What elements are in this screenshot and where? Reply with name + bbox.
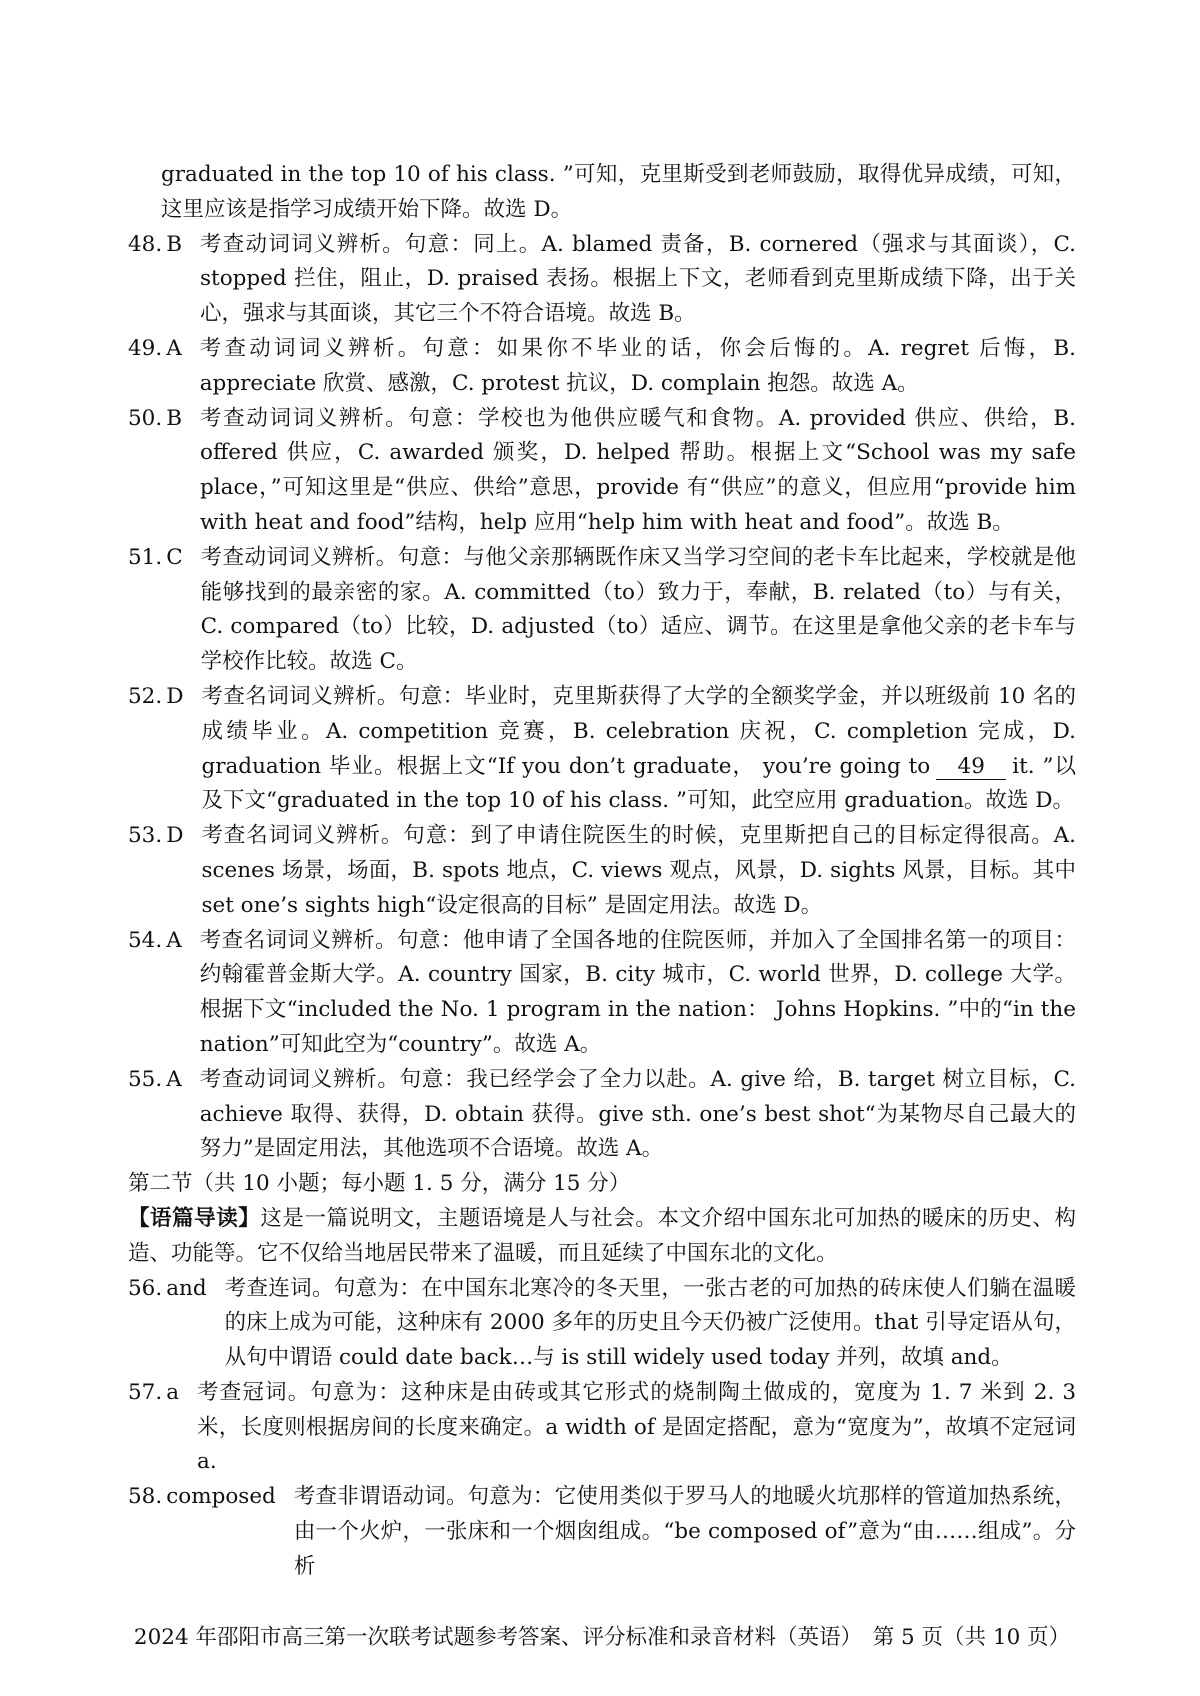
section-header: 第二节（共 10 小题；每小题 1. 5 分，满分 15 分） bbox=[128, 1171, 631, 1197]
item-explanation: 考查连词。句意为：在中国东北寒冷的冬天里，一张古老的可加热的砖床使人们躺在温暖的床上成为可能，这种床有 2000 多年的历史且今天仍被广泛使用。that 引导定语从句，从句中谓语 could date back…与 is still widely used today 并列，故填 and。 bbox=[224, 1275, 1076, 1371]
guide-text: 这是一篇说明文，主题语境是人与社会。本文介绍中国东北可加热的暖床的历史、构造、功能等。它不仅给当地居民带来了温暖，而且延续了中国东北的文化。 bbox=[128, 1205, 1076, 1266]
item-number: 58. bbox=[128, 1484, 163, 1510]
answer-item-53 bbox=[128, 819, 1076, 923]
item-explanation bbox=[201, 680, 1076, 819]
item-explanation: 考查动词词义辨析。句意：学校也为他供应暖气和食物。A. provided 供应、供给，B. offered 供应，C. awarded 颁奖，D. helped 帮助。根据上文“School was my safe place，”可知这里是“供应、供给”意思，provide 有“供应”的意义，但应用“provide him with heat and food”结构，help 应用“help him with heat and food”。故选 B。 bbox=[200, 405, 1076, 535]
explanation-text-before: 考查名词词义辨析。句意：毕业时，克里斯获得了大学的全额奖学金，并以班级前 10 名的成绩毕业。A. competition 竞赛，B. celebration 庆祝，C. completion 完成，D. graduation 毕业。根据上文“If you don’t graduate， you’re going to bbox=[201, 683, 1076, 779]
item-explanation: 考查非谓语动词。句意为：它使用类似于罗马人的地暖火坑那样的管道加热系统，由一个火炉，一张床和一个烟囱组成。“be composed of”意为“由……组成”。分析 bbox=[293, 1484, 1076, 1579]
item-number: 50. bbox=[128, 405, 163, 431]
item-explanation: 考查动词词义辨析。句意：同上。A. blamed 责备，B. cornered（强求与其面谈），C. stopped 拦住，阻止，D. praised 表扬。根据上下文，老师看到克里斯成绩下降，出于关心，强求与其面谈，其它三个不符合语境。故选 B。 bbox=[200, 231, 1076, 327]
item-answer: composed bbox=[166, 1484, 276, 1510]
item-number: 57. bbox=[128, 1379, 163, 1405]
item-number: 54. bbox=[128, 927, 163, 953]
blank-49: 49 bbox=[936, 755, 1006, 780]
item-answer: C bbox=[166, 544, 183, 570]
item-number: 56. bbox=[128, 1275, 163, 1301]
item-answer: A bbox=[166, 1066, 182, 1092]
answer-item-51 bbox=[128, 541, 1076, 680]
item-number: 51. bbox=[128, 544, 163, 570]
item-explanation: 考查动词词义辨析。句意：与他父亲那辆既作床又当学习空间的老卡车比起来，学校就是他能够找到的最亲密的家。A. committed（to）致力于，奉献，B. related（to）与有关，C. compared（to）比较，D. adjusted（to）适应、调节。在这里是拿他父亲的老卡车与学校作比较。故选 C。 bbox=[200, 544, 1076, 675]
answer-item-57 bbox=[128, 1376, 1076, 1480]
item-answer: A bbox=[166, 335, 182, 361]
answer-content bbox=[128, 158, 1076, 1585]
item-answer: B bbox=[166, 231, 183, 257]
answer-item-50 bbox=[128, 402, 1076, 541]
passage-guide bbox=[128, 1202, 1076, 1272]
guide-label: 【语篇导读】 bbox=[128, 1205, 261, 1231]
item-explanation: 考查动词词义辨析。句意：如果你不毕业的话，你会后悔的。A. regret 后悔，B. appreciate 欣赏、感激，C. protest 抗议，D. complain 抱怨。故选 A。 bbox=[199, 335, 1076, 396]
answer-item-58 bbox=[128, 1480, 1076, 1584]
answer-item-56 bbox=[128, 1272, 1076, 1376]
explanation-text-after: it. ”以及下文“graduated in the top 10 of his class. ”可知，此空应用 graduation。故选 D。 bbox=[201, 753, 1076, 814]
answer-item-48 bbox=[128, 228, 1076, 332]
item-number: 49. bbox=[128, 335, 163, 361]
item-answer: B bbox=[166, 405, 183, 431]
continued-paragraph: graduated in the top 10 of his class. ”可知，克里斯受到老师鼓励，取得优异成绩，可知，这里应该是指学习成绩开始下降。故选 D。 bbox=[161, 162, 1076, 222]
item-answer: D bbox=[166, 683, 184, 709]
answer-item-49 bbox=[128, 332, 1076, 402]
item-answer: a bbox=[166, 1379, 180, 1405]
item-answer: A bbox=[166, 927, 182, 953]
item-explanation: 考查动词词义辨析。句意：我已经学会了全力以赴。A. give 给，B. target 树立目标，C. achieve 取得、获得，D. obtain 获得。give sth. one’s best shot“为某物尽自己最大的努力”是固定用法，其他选项不合语境。故选 A。 bbox=[199, 1066, 1076, 1162]
item-number: 48. bbox=[128, 231, 163, 257]
page-footer: 2024 年邵阳市高三第一次联考试题参考答案、评分标准和录音材料（英语） 第 5 页（共 10 页） bbox=[133, 1625, 1071, 1650]
item-number: 55. bbox=[128, 1066, 163, 1092]
item-answer: and bbox=[166, 1275, 207, 1301]
item-explanation: 考查冠词。句意为：这种床是由砖或其它形式的烧制陶土做成的，宽度为 1. 7 米到 2. 3 米，长度则根据房间的长度来确定。a width of 是固定搭配，意为“宽度为”，故填不定冠词 a. bbox=[197, 1379, 1076, 1475]
item-number: 53. bbox=[128, 823, 163, 849]
item-explanation: 考查名词词义辨析。句意：到了申请住院医生的时候，克里斯把自己的目标定得很高。A. scenes 场景，场面，B. spots 地点，C. views 观点，风景，D. sights 风景，目标。其中 set one’s sights high“设定很高的目标” 是固定用法。故选 D。 bbox=[201, 823, 1076, 918]
answer-item-54 bbox=[128, 924, 1076, 1063]
item-number: 52. bbox=[128, 683, 163, 709]
answer-item-52 bbox=[128, 680, 1076, 819]
item-answer: D bbox=[166, 823, 184, 849]
item-explanation: 考查名词词义辨析。句意：他申请了全国各地的住院医师，并加入了全国排名第一的项目：约翰霍普金斯大学。A. country 国家，B. city 城市，C. world 世界，D. college 大学。根据下文“included the No. 1 program in the nation： Johns Hopkins. ”中的“in the nation”可知此空为“country”。故选 A。 bbox=[199, 927, 1076, 1057]
answer-item-55 bbox=[128, 1063, 1076, 1167]
